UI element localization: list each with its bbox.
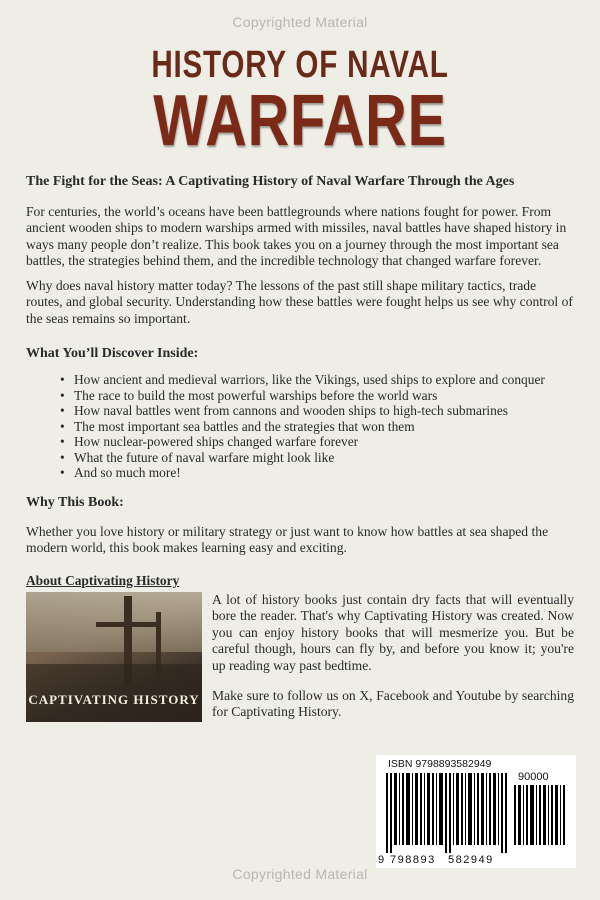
about-text — [212, 592, 574, 735]
list-item-text: How nuclear-powered ships changed warfare forever — [74, 434, 359, 449]
list-item-text: How ancient and medieval warriors, like the Vikings, used ships to explore and conquer — [74, 372, 545, 387]
discover-list — [60, 372, 580, 481]
subtitle: The Fight for the Seas: A Captivating History of Naval Warfare Through the Ages — [26, 174, 515, 189]
bullet-icon: • — [60, 418, 65, 434]
bullet-icon: • — [60, 465, 65, 480]
about-paragraph: A lot of history books just contain dry facts that will eventually bore the reader. That's why Captivating History was created. Now you can enjoy history books that will mesmerize you. But be careful though, hours can fly by, and before you know it; you're up reading way past bedtime. — [212, 592, 574, 673]
list-item — [60, 434, 580, 450]
publisher-logo-text: CAPTIVATING HISTORY — [28, 692, 200, 707]
isbn-digits — [378, 854, 494, 866]
why-paragraph: Whether you love history or military strategy or just want to know how battles at sea shaped the modern world, this book makes learning easy and exciting. — [26, 524, 549, 556]
list-item-text: And so much more! — [74, 465, 181, 480]
isbn-label: ISBN 9798893582949 — [388, 758, 492, 770]
ship-yard-icon — [96, 622, 156, 627]
isbn-digit-group1: 798893 — [390, 854, 436, 866]
why-matters-paragraph: Why does naval history matter today? The lessons of the past still shape military tactics, trade routes, and global security. Understanding how these battles were fought helps us see why control of the seas remains so important. — [26, 278, 573, 326]
barcode-bars-icon — [386, 773, 510, 853]
publisher-logo-image — [26, 592, 202, 722]
bullet-icon: • — [60, 372, 65, 387]
about-social-paragraph: Make sure to follow us on X, Facebook and Youtube by searching for Captivating History. — [212, 688, 574, 720]
list-item — [60, 419, 580, 435]
watermark-top: Copyrighted Material — [232, 14, 368, 30]
list-item-text: The race to build the most powerful warships before the world wars — [74, 387, 438, 403]
list-item-text: The most important sea battles and the strategies that won them — [74, 418, 415, 434]
list-item — [60, 450, 580, 466]
list-item — [60, 388, 580, 404]
bullet-icon: • — [60, 434, 65, 449]
list-item — [60, 372, 580, 388]
bullet-icon: • — [60, 403, 65, 418]
book-title-line2: WARFARE — [153, 81, 447, 161]
list-item — [60, 403, 580, 419]
bullet-icon: • — [60, 449, 65, 465]
isbn-digit-lead: 9 — [378, 854, 385, 866]
book-title-line1: HISTORY OF NAVAL — [151, 44, 449, 86]
why-heading: Why This Book: — [26, 495, 124, 510]
watermark-bottom: Copyrighted Material — [232, 866, 368, 882]
isbn-digit-group2: 582949 — [448, 854, 494, 866]
list-item-text: How naval battles went from cannons and wooden ships to high-tech submarines — [74, 403, 508, 418]
about-heading: About Captivating History — [26, 573, 180, 588]
list-item — [60, 465, 580, 481]
discover-heading: What You’ll Discover Inside: — [26, 346, 199, 361]
bullet-icon: • — [60, 387, 65, 403]
price-barcode-bars-icon — [514, 785, 568, 845]
price-code: 90000 — [518, 771, 549, 783]
isbn-barcode — [376, 755, 576, 868]
list-item-text: What the future of naval warfare might look like — [74, 449, 335, 465]
intro-paragraph: For centuries, the world’s oceans have been battlegrounds where nations fought for power. From ancient wooden ships to modern warships armed with missiles, naval battles have shaped history in ways many people don’t realize. This book takes you on a journey through the most important sea battles, the strategies behind them, and the incredible technology that changed warfare forever. — [26, 204, 567, 269]
